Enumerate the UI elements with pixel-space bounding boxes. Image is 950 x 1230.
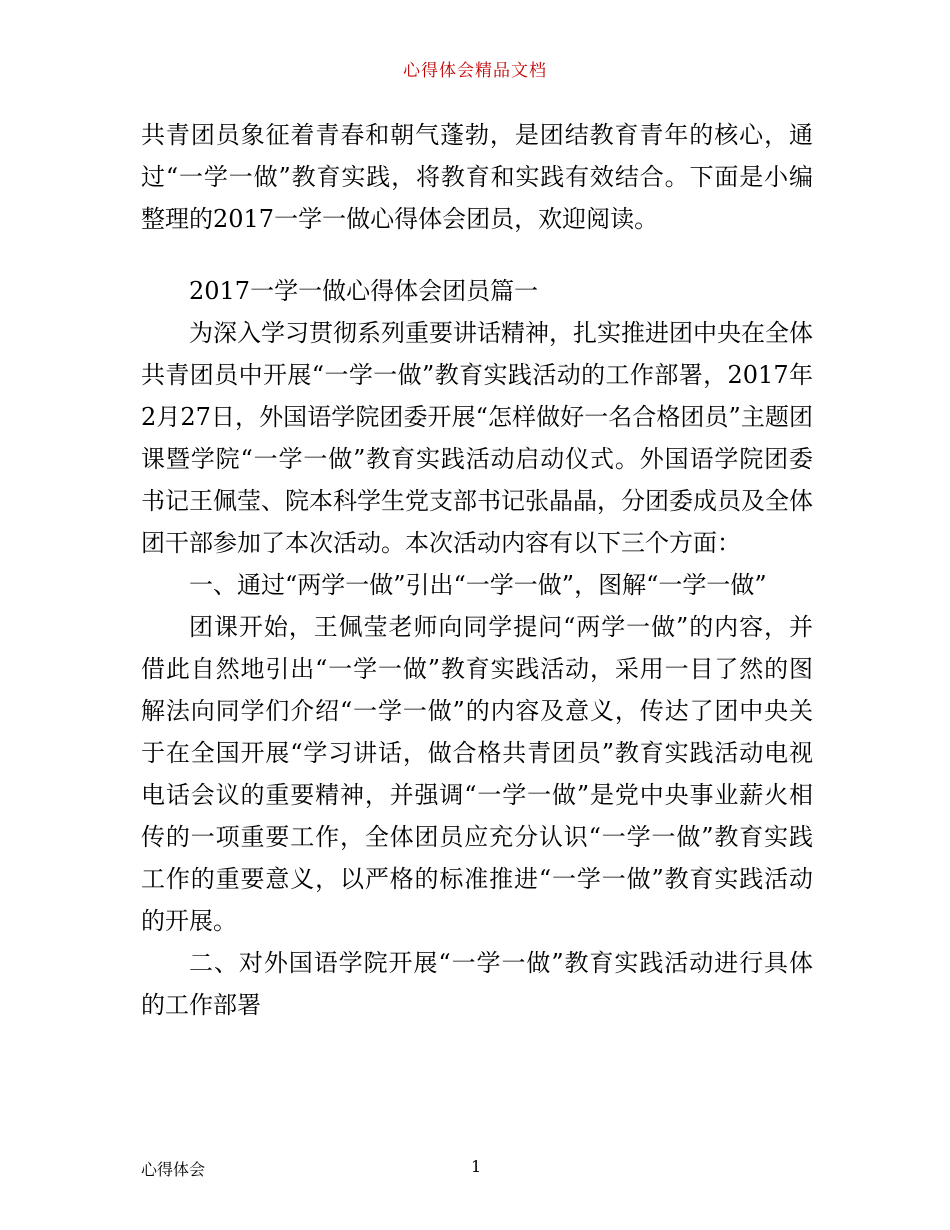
body-paragraph-2: 一、通过“两学一做”引出“一学一做”，图解“一学一做” [189, 571, 767, 599]
document-body [141, 114, 813, 1026]
footer-label: 心得体会 [141, 1160, 206, 1179]
page-number: 1 [471, 1157, 482, 1176]
body-paragraph-1: 为深入学习贯彻系列重要讲话精神，扎实推进团中央在全体共青团员中开展“一学一做”教育实践活动的工作部署，2017年2月27日，外国语学院团委开展“怎样做好一名合格团员”主题团课暨学院“一学一做”教育实践活动启动仪式。外国语学院团委书记王佩莹、院本科学生党支部书记张晶晶，分团委成员及全体团干部参加了本次活动。本次活动内容有以下三个方面： [141, 319, 813, 557]
body-paragraph-4: 二、对外国语学院开展“一学一做”教育实践活动进行具体的工作部署 [141, 949, 813, 1019]
intro-paragraph: 共青团员象征着青春和朝气蓬勃，是团结教育青年的核心，通过“一学一做”教育实践，将教育和实践有效结合。下面是小编整理的2017一学一做心得体会团员，欢迎阅读。 [141, 121, 813, 233]
body-paragraph-3: 团课开始，王佩莹老师向同学提问“两学一做”的内容，并借此自然地引出“一学一做”教育实践活动，采用一目了然的图解法向同学们介绍“一学一做”的内容及意义，传达了团中央关于在全国开展“学习讲话，做合格共青团员”教育实践活动电视电话会议的重要精神，并强调“一学一做”是党中央事业薪火相传的一项重要工作，全体团员应充分认识“一学一做”教育实践工作的重要意义，以严格的标准推进“一学一做”教育实践活动的开展。 [141, 613, 813, 935]
document-header-title: 心得体会精品文档 [403, 61, 547, 81]
section-title: 2017一学一做心得体会团员篇一 [189, 277, 539, 305]
